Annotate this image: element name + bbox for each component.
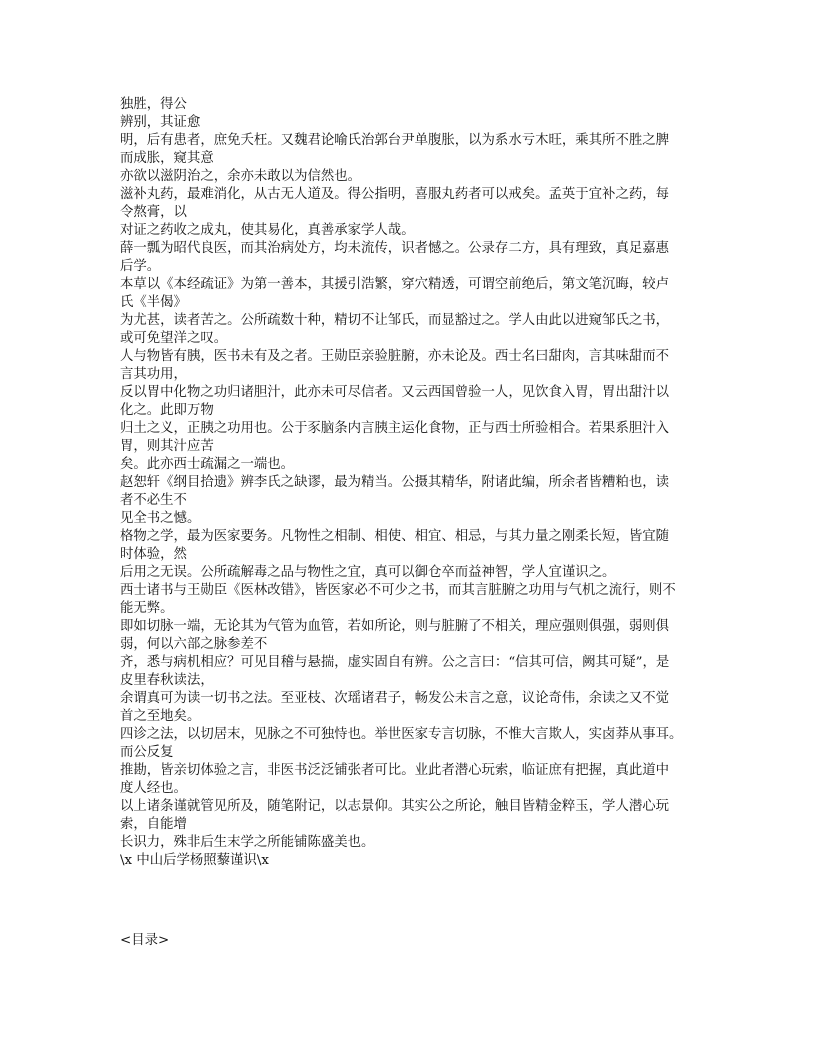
- text-line: 反以胃中化物之功归诸胆汁，此亦未可尽信者。又云西国曾验一人，见饮食入胃，胃出甜汁以: [120, 385, 670, 400]
- text-line: 明，后有患者，庶免夭枉。又魏君论喻氏治郭台尹单腹胀，以为系水亏木旺，乘其所不胜之脾: [120, 133, 670, 148]
- text-line: 辨别，其证愈: [120, 115, 201, 130]
- text-line: 长识力，殊非后生末学之所能铺陈盛美也。: [120, 835, 375, 850]
- text-line: 皮里春秋读法，: [120, 673, 214, 688]
- text-line: 度人经也。: [120, 781, 187, 796]
- author-signature: \x 中山后学杨照藜谨识\x: [120, 853, 269, 868]
- document-body: [120, 96, 702, 870]
- text-line: 索，自能增: [120, 817, 187, 832]
- text-line: 矣。此亦西士疏漏之一端也。: [120, 457, 295, 472]
- text-line: 本草以《本经疏证》为第一善本，其援引浩繁，穿穴精透，可谓空前绝后，第文笔沉晦，较卢: [120, 277, 670, 292]
- text-line: 齐，悉与病机相应？可见目稽与悬揣，虚实固自有辨。公之言曰：“信其可信，阙其可疑”，是: [120, 655, 670, 670]
- text-line: 四诊之法，以切居末，见脉之不可独恃也。举世医家专言切脉，不惟大言欺人，实卤莽从事耳。: [120, 727, 683, 742]
- text-line: 以上诸条谨就管见所及，随笔附记，以志景仰。其实公之所论，触目皆精金粹玉，学人潜心玩: [120, 799, 670, 814]
- text-line: 或可免望洋之叹。: [120, 331, 228, 346]
- text-line: 而成胀，窥其意: [120, 151, 214, 166]
- text-line: 西士诸书与王勋臣《医林改错》，皆医家必不可少之书，而其言脏腑之功用与气机之流行，则不: [120, 583, 676, 598]
- text-line: 言其功用，: [120, 367, 187, 382]
- text-line: 后学。: [120, 259, 161, 274]
- text-line: 赵恕轩《纲目拾遗》辨李氏之缺谬，最为精当。公摄其精华，附诸此编，所余者皆糟粕也，读: [120, 475, 670, 490]
- text-line: 胃，则其汁应苦: [120, 439, 214, 454]
- text-line: 见全书之憾。: [120, 511, 201, 526]
- text-line: 为尤甚，读者苦之。公所疏数十种，精切不让邹氏，而显豁过之。学人由此以进窥邹氏之书，: [120, 313, 670, 328]
- text-line: 滋补丸药，最难消化，从古无人道及。得公指明，喜服丸药者可以戒矣。孟英于宜补之药，每: [120, 187, 670, 202]
- text-line: 即如切脉一端，无论其为气管为血管，若如所论，则与脏腑了不相关，理应强则俱强，弱则俱: [120, 619, 670, 634]
- text-line: 能无弊。: [120, 601, 174, 616]
- text-line: 弱，何以六部之脉参差不: [120, 637, 268, 652]
- text-line: 首之至地矣。: [120, 709, 201, 724]
- text-line: 化之。此即万物: [120, 403, 214, 418]
- text-line: 归土之义，正胰之功用也。公于豕脑条内言胰主运化食物，正与西士所验相合。若果系胆汁入: [120, 421, 670, 436]
- text-line: 薛一瓢为昭代良医，而其治病处方，均未流传，识者憾之。公录存二方，具有理致，真足嘉惠: [120, 241, 670, 256]
- text-line: 独胜，得公: [120, 97, 187, 112]
- text-line: 对证之药收之成丸，使其易化，真善承家学人哉。: [120, 223, 415, 238]
- text-line: 格物之学，最为医家要务。凡物性之相制、相使、相宜、相忌，与其力量之刚柔长短，皆宜随: [120, 529, 670, 544]
- text-line: 而公反复: [120, 745, 174, 760]
- table-of-contents-link[interactable]: <目录>: [120, 933, 170, 948]
- text-line: 余谓真可为读一切书之法。至亚枝、次瑶诸君子，畅发公未言之意，议论奇伟，余读之又不觉: [120, 691, 670, 706]
- text-line: 令熬膏，以: [120, 205, 187, 220]
- text-line: 后用之无误。公所疏解毒之品与物性之宜，真可以御仓卒而益神智，学人宜谨识之。: [120, 565, 616, 580]
- text-line: 推勘，皆亲切体验之言，非医书泛泛铺张者可比。业此者潜心玩索，临证庶有把握，真此道中: [120, 763, 670, 778]
- text-line: 人与物皆有胰，医书未有及之者。王勋臣亲验脏腑，亦未论及。西士名曰甜肉，言其味甜而不: [120, 349, 670, 364]
- text-line: 者不必生不: [120, 493, 187, 508]
- text-line: 亦欲以滋阴治之，余亦未敢以为信然也。: [120, 169, 362, 184]
- text-line: 氏《半偈》: [120, 295, 187, 310]
- text-line: 时体验，然: [120, 547, 187, 562]
